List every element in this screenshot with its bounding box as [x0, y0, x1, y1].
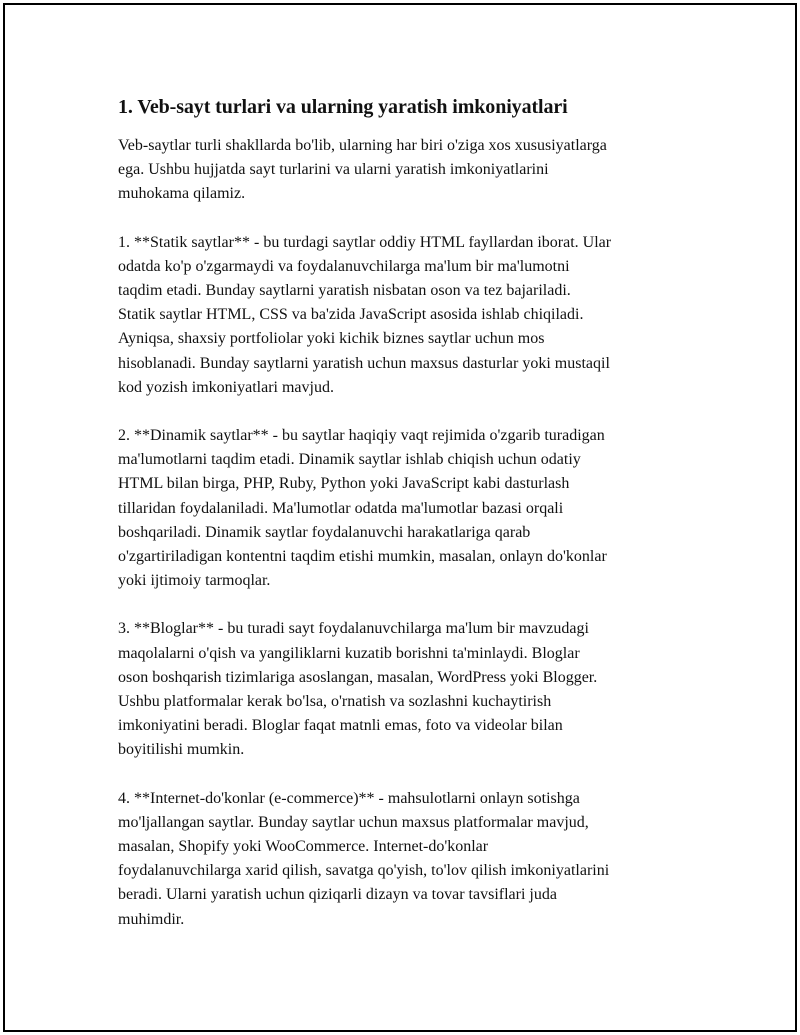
intro-paragraph: Veb-saytlar turli shakllarda bo'lib, ularning har biri o'ziga xos xususiyatlarga ega. Ushbu hujjatda sayt turlarini va ularni yaratish imkoniyatlarini muhokama qilamiz.	[118, 137, 607, 203]
static-sites-paragraph: 1. **Statik saytlar** - bu turdagi saytlar oddiy HTML fayllardan iborat. Ular odatda ko'p o'zgarmaydi va foydalanuvchilarga ma'lum bir ma'lumotni taqdim etadi. Bunday saytlarni yaratish nisbatan oson va tez bajariladi. Statik saytlar HTML, CSS va ba'zida JavaScript asosida ishlab chiqiladi. Ayniqsa, shaxsiy portfoliolar yoki kichik biznes saytlar uchun mos hisoblanadi. Bunday saytlarni yaratish uchun maxsus dasturlar yoki mustaqil kod yozish imkoniyatlari mavjud.	[118, 233, 612, 396]
blogs-paragraph: 3. **Bloglar** - bu turadi sayt foydalanuvchilarga ma'lum bir mavzudagi maqolalarni o'qish va yangiliklarni kuzatib borishni ta'minlaydi. Bloglar oson boshqarish tizimlariga asoslangan, masalan, WordPress yoki Blogger. Ushbu platformalar kerak bo'lsa, o'rnatish va sozlashni kuchaytirish imkoniyatini beradi. Bloglar faqat matnli emas, foto va videolar bilan boyitilishi mumkin.	[118, 620, 598, 759]
document-title: 1. Veb-sayt turlari va ularning yaratish imkoniyatlari	[118, 96, 568, 118]
dynamic-sites-paragraph: 2. **Dinamik saytlar** - bu saytlar haqiqiy vaqt rejimida o'zgarib turadigan ma'lumotlarni taqdim etadi. Dinamik saytlar ishlab chiqish uchun odatiy HTML bilan birga, PHP, Ruby, Python yoki JavaScript kabi dasturlash tillaridan foydalaniladi. Ma'lumotlar odatda ma'lumotlar bazasi orqali boshqariladi. Dinamik saytlar foydalanuvchi harakatlariga qarab o'zgartiriladigan kontentni taqdim etishi mumkin, masalan, onlayn do'konlar yoki ijtimoiy tarmoqlar.	[118, 427, 607, 590]
document-body	[118, 94, 698, 956]
ecommerce-paragraph: 4. **Internet-do'konlar (e-commerce)** - mahsulotlarni onlayn sotishga mo'ljallangan saytlar. Bunday saytlar uchun maxsus platformalar mavjud, masalan, Shopify yoki WooCommerce. Internet-do'konlar foydalanuvchilarga xarid qilish, savatga qo'yish, to'lov qilish imkoniyatlarini beradi. Ularni yaratish uchun qiziqarli dizayn va tovar tavsiflari juda muhimdir.	[118, 789, 610, 928]
